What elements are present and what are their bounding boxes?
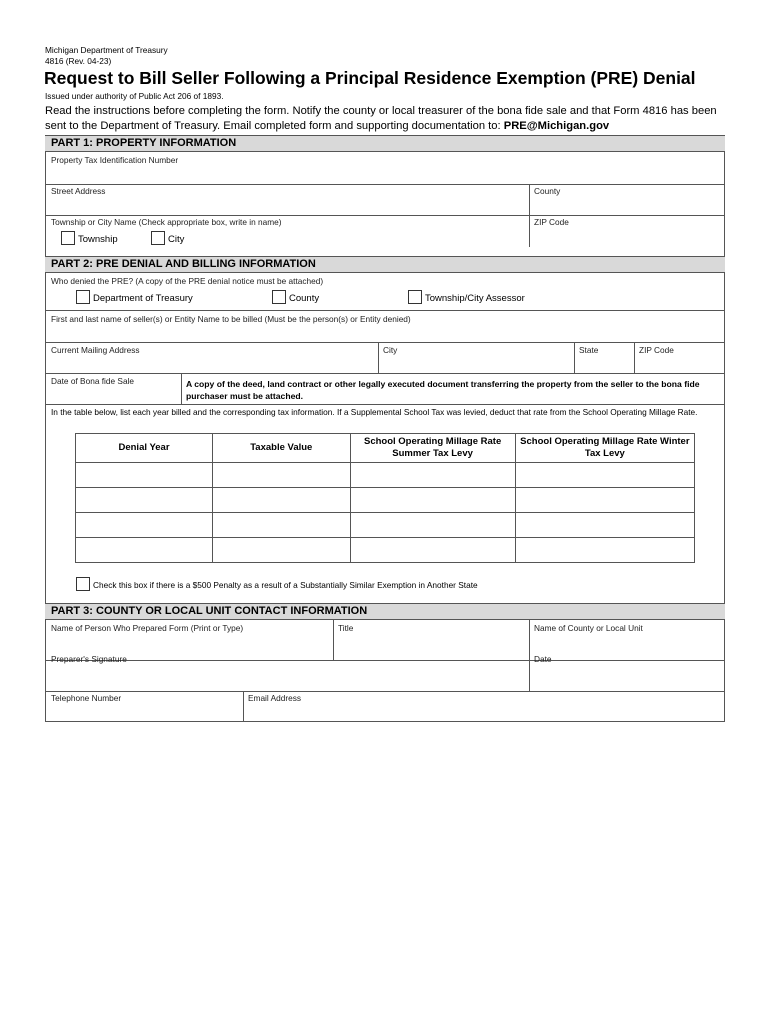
penalty-label: Check this box if there is a $500 Penalty as a result of a Substantially Similar Exemption in Another State bbox=[93, 580, 478, 590]
winter-millage-header: School Operating Millage Rate Winter Tax Levy bbox=[515, 434, 694, 463]
denial-year-cell[interactable] bbox=[76, 513, 213, 538]
street-address-field[interactable] bbox=[46, 196, 528, 215]
treasury-option-label: Department of Treasury bbox=[93, 293, 193, 304]
table-row bbox=[76, 463, 695, 488]
unit-name-label: Name of County or Local Unit bbox=[534, 623, 643, 633]
zip-label-part1: ZIP Code bbox=[534, 217, 569, 227]
assessor-option-label: Township/City Assessor bbox=[425, 293, 525, 304]
state-label: State bbox=[579, 345, 599, 355]
sale-date-label: Date of Bona fide Sale bbox=[51, 376, 135, 386]
summer-millage-cell[interactable] bbox=[350, 538, 515, 563]
summer-millage-cell[interactable] bbox=[350, 488, 515, 513]
penalty-checkbox[interactable] bbox=[76, 577, 90, 591]
deed-note: A copy of the deed, land contract or other legally executed document transferring the property from the seller to the bona fide purchaser must be attached. bbox=[186, 379, 700, 401]
taxable-value-cell[interactable] bbox=[213, 513, 350, 538]
seller-name-field[interactable] bbox=[46, 324, 724, 342]
date-field[interactable] bbox=[530, 664, 724, 690]
state-field[interactable] bbox=[575, 355, 633, 373]
denial-year-header: Denial Year bbox=[76, 434, 213, 463]
summer-millage-cell[interactable] bbox=[350, 463, 515, 488]
township-checkbox[interactable] bbox=[61, 231, 75, 245]
city-field[interactable] bbox=[379, 355, 573, 373]
form-title: Request to Bill Seller Following a Principal Residence Exemption (PRE) Denial bbox=[44, 68, 696, 88]
title-label: Title bbox=[338, 623, 354, 633]
city-label: City bbox=[383, 345, 398, 355]
street-address-label: Street Address bbox=[51, 186, 106, 196]
unit-name-field[interactable] bbox=[530, 633, 724, 659]
taxable-value-header: Taxable Value bbox=[213, 434, 350, 463]
summer-millage-cell[interactable] bbox=[350, 513, 515, 538]
taxable-value-cell[interactable] bbox=[213, 538, 350, 563]
parcel-label: Property Tax Identification Number bbox=[51, 155, 179, 165]
authority-note: Issued under authority of Public Act 206 of 1893. bbox=[45, 91, 224, 101]
county-option-label: County bbox=[289, 293, 320, 304]
email-field[interactable] bbox=[244, 703, 724, 721]
assessor-checkbox[interactable] bbox=[408, 290, 422, 304]
zip-field-part1[interactable] bbox=[530, 228, 724, 246]
county-checkbox[interactable] bbox=[272, 290, 286, 304]
zip-label-part2: ZIP Code bbox=[639, 345, 674, 355]
township-option-label: Township bbox=[78, 234, 118, 245]
form-number: 4816 (Rev. 04-23) bbox=[45, 56, 112, 66]
denied-by-label: Who denied the PRE? (A copy of the PRE denial notice must be attached) bbox=[51, 276, 324, 286]
denial-year-cell[interactable] bbox=[76, 463, 213, 488]
instructions-line-2: sent to the Department of Treasury. Email completed form and supporting documentation to: PRE@Michigan.gov bbox=[45, 120, 610, 132]
city-checkbox[interactable] bbox=[151, 231, 165, 245]
telephone-field[interactable] bbox=[46, 703, 242, 721]
table-row bbox=[76, 488, 695, 513]
mailing-address-field[interactable] bbox=[46, 355, 377, 373]
part1-heading: PART 1: PROPERTY INFORMATION bbox=[45, 135, 725, 152]
county-label: County bbox=[534, 186, 561, 196]
summer-millage-header: School Operating Millage Rate Summer Tax Levy bbox=[350, 434, 515, 463]
agency-name: Michigan Department of Treasury bbox=[45, 45, 168, 55]
zip-field-part2[interactable] bbox=[635, 355, 724, 373]
signature-label: Preparer's Signature bbox=[51, 654, 127, 664]
preparer-name-label: Name of Person Who Prepared Form (Print or Type) bbox=[51, 623, 244, 633]
telephone-label: Telephone Number bbox=[51, 693, 122, 703]
city-option-label: City bbox=[168, 234, 185, 245]
county-field[interactable] bbox=[530, 196, 724, 215]
denial-year-cell[interactable] bbox=[76, 488, 213, 513]
tax-table bbox=[75, 433, 695, 563]
date-label: Date bbox=[534, 654, 552, 664]
sale-date-field[interactable] bbox=[46, 386, 180, 403]
seller-name-label: First and last name of seller(s) or Entity Name to be billed (Must be the person(s) or Entity denied) bbox=[51, 314, 411, 324]
signature-field[interactable] bbox=[46, 664, 528, 690]
treasury-checkbox[interactable] bbox=[76, 290, 90, 304]
part3-heading: PART 3: COUNTY OR LOCAL UNIT CONTACT INFORMATION bbox=[45, 603, 725, 620]
winter-millage-cell[interactable] bbox=[515, 538, 694, 563]
table-row bbox=[76, 538, 695, 563]
taxable-value-cell[interactable] bbox=[213, 463, 350, 488]
denial-year-cell[interactable] bbox=[76, 538, 213, 563]
winter-millage-cell[interactable] bbox=[515, 513, 694, 538]
email-label: Email Address bbox=[248, 693, 302, 703]
winter-millage-cell[interactable] bbox=[515, 463, 694, 488]
township-city-name-field[interactable] bbox=[200, 228, 525, 246]
taxable-value-cell[interactable] bbox=[213, 488, 350, 513]
table-row bbox=[76, 513, 695, 538]
winter-millage-cell[interactable] bbox=[515, 488, 694, 513]
parcel-number-field[interactable] bbox=[46, 165, 724, 184]
township-city-label: Township or City Name (Check appropriate box, write in name) bbox=[51, 217, 282, 227]
table-instructions: In the table below, list each year billed and the corresponding tax information. If a Supplemental School Tax was levied, deduct that rate from the School Operating Millage Rate. bbox=[51, 407, 698, 417]
part2-heading: PART 2: PRE DENIAL AND BILLING INFORMATION bbox=[45, 256, 725, 273]
mailing-address-label: Current Mailing Address bbox=[51, 345, 140, 355]
title-field[interactable] bbox=[334, 633, 528, 659]
email-address: PRE@Michigan.gov bbox=[503, 120, 610, 132]
instructions-line-1: Read the instructions before completing the form. Notify the county or local treasurer of the bona fide sale and that Form 4816 has been bbox=[45, 105, 717, 117]
